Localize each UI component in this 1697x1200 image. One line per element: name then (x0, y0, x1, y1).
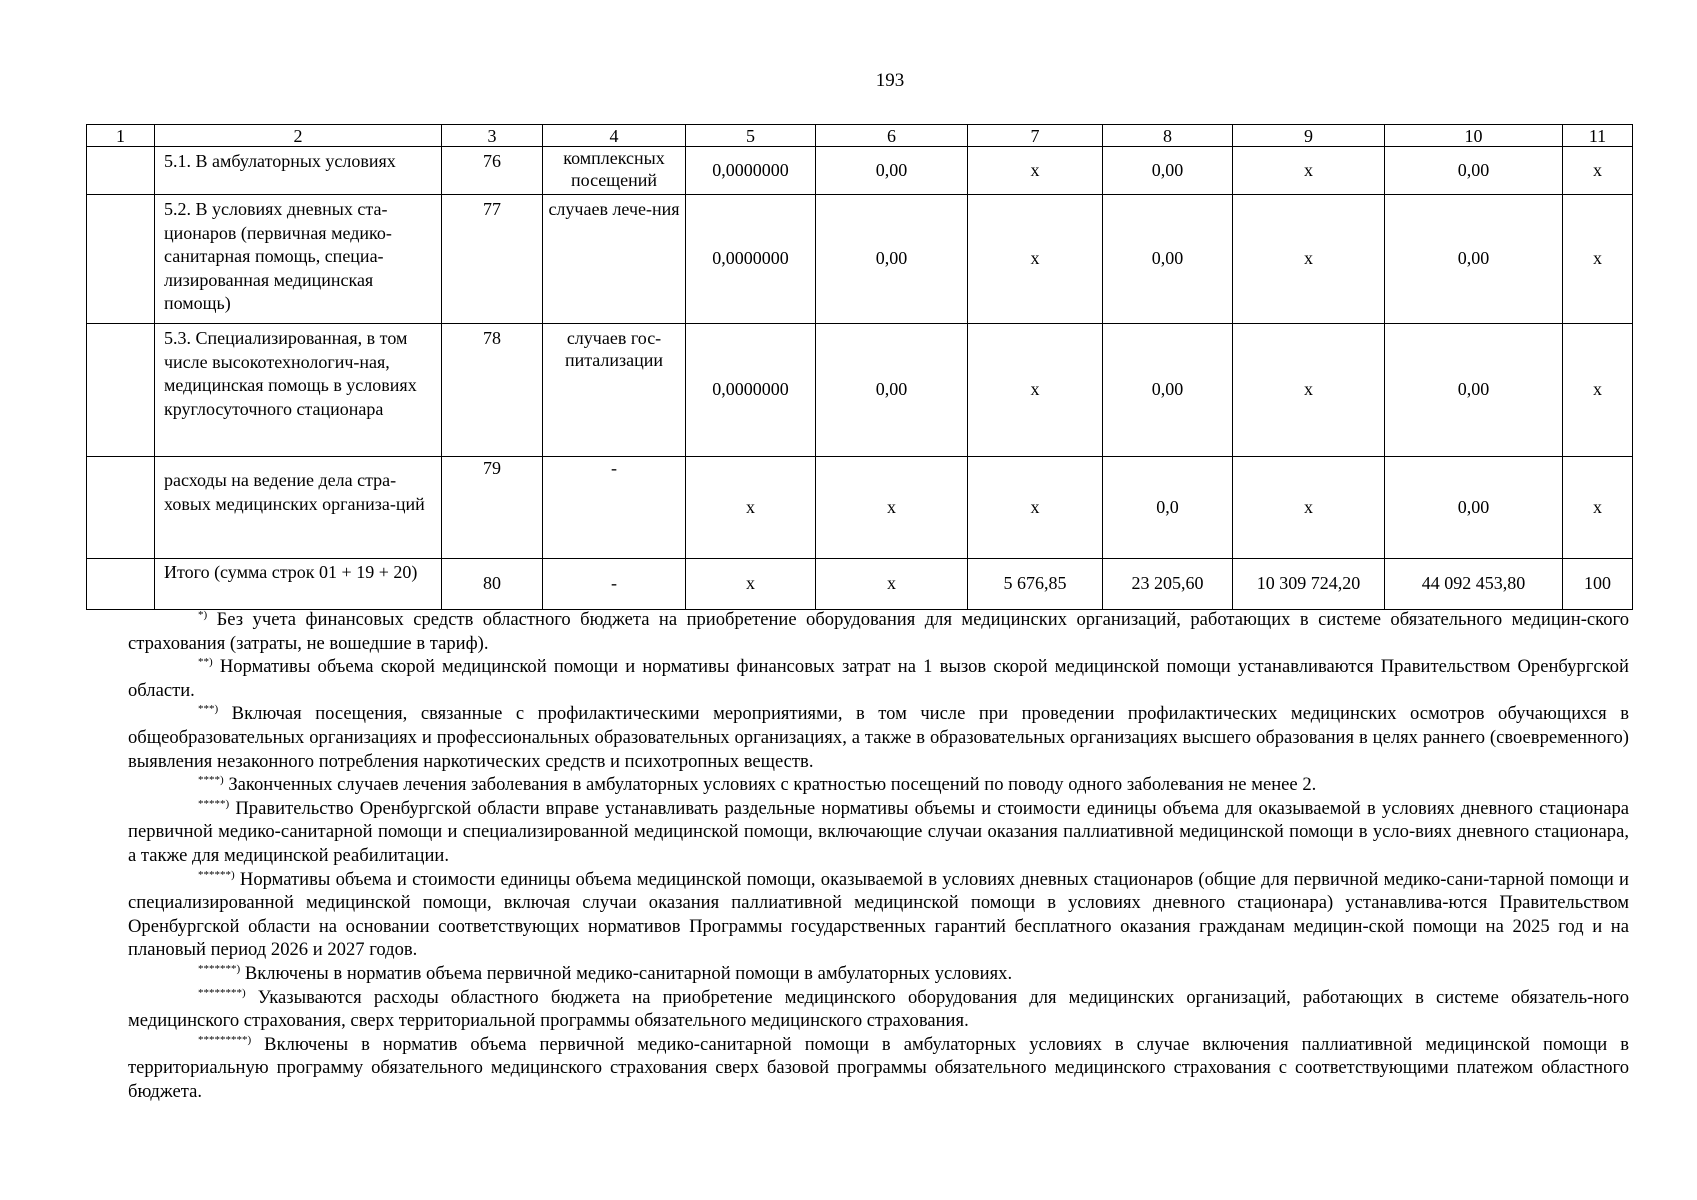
table-cell-c8: 0,00 (1103, 195, 1233, 324)
table-cell-c7: х (968, 457, 1103, 559)
footnote (128, 1033, 1629, 1104)
table-cell-c10: 0,00 (1385, 147, 1563, 195)
table-cell-col1 (87, 324, 155, 457)
footnote-mark: ********) (198, 986, 246, 999)
table-cell-c6: х (816, 559, 968, 610)
table-cell-col1 (87, 457, 155, 559)
table-cell-c10: 44 092 453,80 (1385, 559, 1563, 610)
table-row (87, 324, 1633, 457)
row-name: 5.1. В амбулаторных условиях (155, 147, 442, 195)
footnote (128, 797, 1629, 868)
table-cell-c9: 10 309 724,20 (1233, 559, 1385, 610)
table-row (87, 147, 1633, 195)
row-unit: - (543, 559, 686, 610)
row-code: 78 (442, 324, 543, 457)
table-cell-c8: 0,00 (1103, 324, 1233, 457)
column-number: 11 (1563, 125, 1633, 147)
table-cell-c9: х (1233, 324, 1385, 457)
footnote-mark: **) (198, 656, 213, 669)
column-number: 4 (543, 125, 686, 147)
row-name: Итого (сумма строк 01 + 19 + 20) (155, 559, 442, 610)
footnote-text: Включены в норматив объема первичной медико-санитарной помощи в амбулаторных условиях в случае включения паллиативной медицинской помощи в территориальную программу обязательного медицинского страхования сверх базовой программы обязательного медицинского страхования с соответствующими платежом областного бюджета. (128, 1033, 1629, 1102)
footnote-mark: *) (198, 609, 208, 621)
footnote-mark: ****) (198, 774, 224, 787)
column-number: 7 (968, 125, 1103, 147)
table-row (87, 195, 1633, 324)
table-cell-c5: х (686, 457, 816, 559)
footnote-text: Включая посещения, связанные с профилактическими мероприятиями, в том числе при проведении профилактических медицинских осмотров обучающихся в общеобразовательных организациях и профессиональных образовательных организациях, а также в образовательных организациях высшего образования в целях раннего (своевременного) выявления незаконного потребления наркотических средств и психотропных веществ. (128, 703, 1629, 772)
row-unit: комплексных посещений (543, 147, 686, 195)
data-table (86, 124, 1633, 610)
column-number: 5 (686, 125, 816, 147)
table-cell-col1 (87, 559, 155, 610)
table-cell-c7: 5 676,85 (968, 559, 1103, 610)
table-cell-c5: х (686, 559, 816, 610)
table-cell-c8: 23 205,60 (1103, 559, 1233, 610)
row-code: 80 (442, 559, 543, 610)
column-number: 8 (1103, 125, 1233, 147)
table-cell-c9: х (1233, 457, 1385, 559)
table-cell-c5: 0,0000000 (686, 147, 816, 195)
table-cell-c7: х (968, 324, 1103, 457)
table-cell-col1 (87, 147, 155, 195)
row-unit: случаев лече-ния (543, 195, 686, 324)
footnotes (128, 608, 1629, 1103)
table-row (87, 457, 1633, 559)
row-unit: случаев гос-питализации (543, 324, 686, 457)
table-cell-c8: 0,0 (1103, 457, 1233, 559)
table-cell-c6: 0,00 (816, 195, 968, 324)
footnote-mark: *******) (198, 962, 241, 975)
row-code: 77 (442, 195, 543, 324)
footnote (128, 868, 1629, 962)
table-cell-c9: х (1233, 147, 1385, 195)
table-cell-col1 (87, 195, 155, 324)
footnote (128, 655, 1629, 702)
column-number: 9 (1233, 125, 1385, 147)
column-number: 3 (442, 125, 543, 147)
footnote-mark: ******) (198, 868, 235, 881)
table-cell-c11: х (1563, 147, 1633, 195)
table-cell-c11: х (1563, 324, 1633, 457)
table-cell-c11: х (1563, 195, 1633, 324)
table-row-total (87, 559, 1633, 610)
table-cell-c5: 0,0000000 (686, 195, 816, 324)
footnote (128, 608, 1629, 655)
footnote (128, 962, 1629, 986)
footnote-mark: ***) (198, 703, 219, 716)
footnote-text: Нормативы объема и стоимости единицы объема медицинской помощи, оказываемой в условиях дневных стационаров (общие для первичной медико-сани-тарной помощи и специализированной медицинской помощи, включая случаи оказания паллиативной медицинской помощи в условиях дневного стационара) устанавлива-ются Правительством Оренбургской области на основании соответствующих нормативов Программы государственных гарантий бесплатного оказания гражданам медицин-ской помощи на 2025 год и на плановый период 2026 и 2027 годов. (128, 868, 1629, 961)
column-number: 6 (816, 125, 968, 147)
row-name: 5.2. В условиях дневных ста-ционаров (первичная медико-санитарная помощь, специа-лизированная медицинская помощь) (155, 195, 442, 324)
footnote (128, 773, 1629, 797)
table-cell-c6: х (816, 457, 968, 559)
footnote-text: Включены в норматив объема первичной медико-санитарной помощи в амбулаторных условиях. (240, 962, 1013, 984)
table-cell-c7: х (968, 195, 1103, 324)
row-unit: - (543, 457, 686, 559)
table-cell-c9: х (1233, 195, 1385, 324)
column-number: 2 (155, 125, 442, 147)
table-cell-c11: х (1563, 457, 1633, 559)
page-number: 193 (875, 70, 905, 91)
table-cell-c5: 0,0000000 (686, 324, 816, 457)
column-number: 10 (1385, 125, 1563, 147)
footnote-text: Законченных случаев лечения заболевания в амбулаторных условиях с кратностью посещений по поводу одного заболевания не менее 2. (223, 774, 1317, 796)
table-cell-c10: 0,00 (1385, 324, 1563, 457)
table-cell-c11: 100 (1563, 559, 1633, 610)
table-cell-c7: х (968, 147, 1103, 195)
footnote (128, 702, 1629, 773)
row-name: 5.3. Специализированная, в том числе высокотехнологич-ная, медицинская помощь в условиях круглосуточного стационара (155, 324, 442, 457)
table-header-row (87, 125, 1633, 147)
footnote-mark: *****) (198, 797, 230, 810)
footnote-text: Указываются расходы областного бюджета на приобретение медицинского оборудования для медицинских организаций, работающих в системе обязатель-ного медицинского страхования, сверх территориальной программы обязательного медицинского страхования. (128, 986, 1629, 1032)
row-code: 76 (442, 147, 543, 195)
footnote-text: Правительство Оренбургской области вправе устанавливать раздельные нормативы объемы и стоимости единицы объема для оказываемой в условиях дневного стационара первичной медико-санитарной помощи и специализированной медицинской помощи, включающие случаи оказания паллиативной медицинской помощи в усло-виях дневного стационара, а также для медицинской реабилитации. (128, 797, 1629, 866)
column-number: 1 (87, 125, 155, 147)
footnote-text: Нормативы объема скорой медицинской помощи и нормативы финансовых затрат на 1 вызов скорой медицинской помощи устанавливаются Правительством Оренбургской области. (128, 656, 1629, 701)
footnote (128, 986, 1629, 1033)
footnote-text: Без учета финансовых средств областного бюджета на приобретение оборудования для медицинских организаций, работающих в системе обязательного медицин-ского страхования (затраты, не вошедшие в тариф). (128, 609, 1629, 654)
table-cell-c6: 0,00 (816, 147, 968, 195)
table-cell-c6: 0,00 (816, 324, 968, 457)
table-cell-c10: 0,00 (1385, 195, 1563, 324)
row-code: 79 (442, 457, 543, 559)
table-cell-c8: 0,00 (1103, 147, 1233, 195)
row-name: расходы на ведение дела стра-ховых медицинских организа-ций (155, 457, 442, 559)
footnote-mark: *********) (198, 1033, 252, 1046)
table-cell-c10: 0,00 (1385, 457, 1563, 559)
